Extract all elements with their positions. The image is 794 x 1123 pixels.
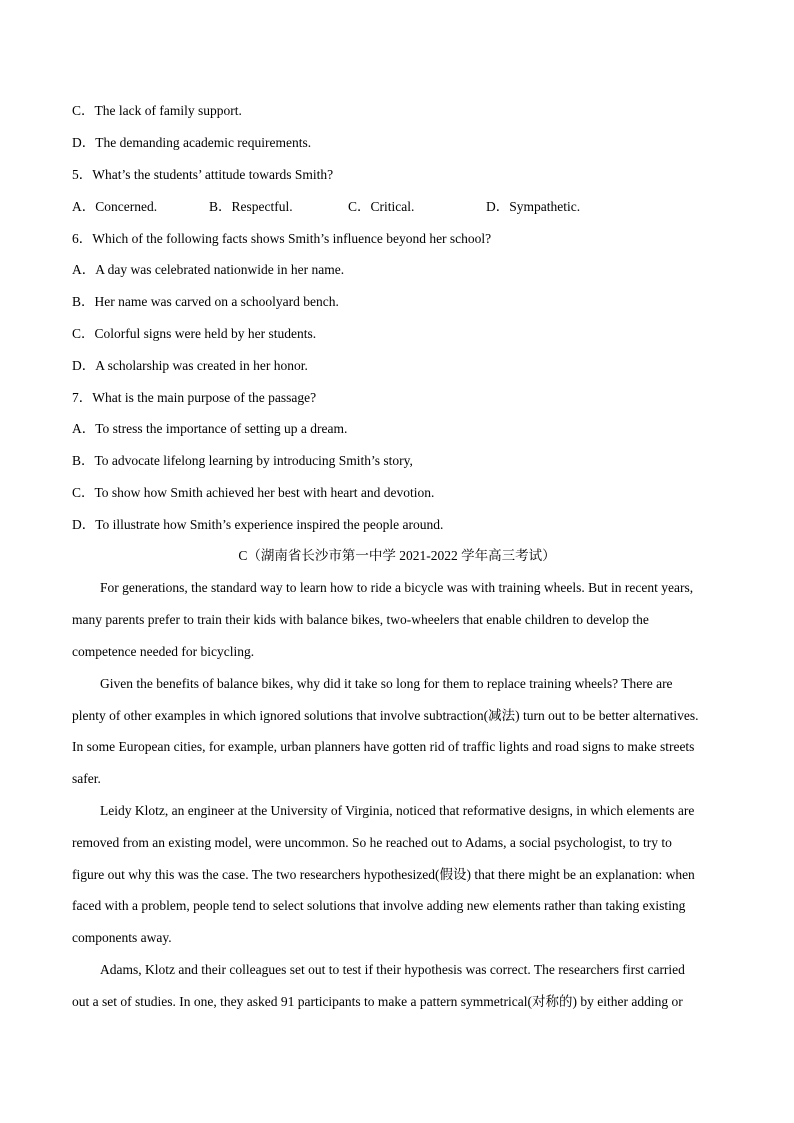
- q6-option-d: D．A scholarship was created in her honor.: [72, 358, 308, 373]
- paragraph-line: Leidy Klotz, an engineer at the University of Virginia, noticed that reformative designs, in which elements are: [100, 803, 695, 818]
- paragraph-line: safer.: [72, 771, 101, 786]
- q6-option-b: B．Her name was carved on a schoolyard bench.: [72, 294, 339, 309]
- q5-stem: 5．What’s the students’ attitude towards Smith?: [72, 167, 334, 182]
- q5-option-d: D．Sympathetic.: [486, 199, 581, 214]
- paragraph-line: Given the benefits of balance bikes, why did it take so long for them to replace training wheels? There are: [100, 676, 673, 691]
- q7-option-d: D．To illustrate how Smith’s experience inspired the people around.: [72, 517, 444, 532]
- q7-option-b: B．To advocate lifelong learning by introducing Smith’s story,: [72, 453, 413, 468]
- paragraph-line: plenty of other examples in which ignored solutions that involve subtraction(减法) turn out to be better alternatives.: [72, 708, 699, 723]
- q5-option-c: C．Critical.: [348, 199, 415, 214]
- paragraph-line: removed from an existing model, were uncommon. So he reached out to Adams, a social psychologist, to try to: [72, 835, 672, 850]
- q5-option-a: A．Concerned.: [72, 199, 158, 214]
- paragraph-line: out a set of studies. In one, they asked 91 participants to make a pattern symmetrical(对称的) by either adding or: [72, 994, 683, 1009]
- paragraph-line: many parents prefer to train their kids with balance bikes, two-wheelers that enable children to develop the: [72, 612, 649, 627]
- paragraph-line: Adams, Klotz and their colleagues set out to test if their hypothesis was correct. The researchers first carried: [100, 962, 685, 977]
- q6-stem: 6．Which of the following facts shows Smith’s influence beyond her school?: [72, 231, 492, 246]
- q7-option-a: A．To stress the importance of setting up a dream.: [72, 421, 348, 436]
- q7-stem: 7．What is the main purpose of the passage?: [72, 390, 317, 405]
- q5-option-b: B．Respectful.: [209, 199, 293, 214]
- paragraph-line: components away.: [72, 930, 172, 945]
- paragraph-line: In some European cities, for example, urban planners have gotten rid of traffic lights and road signs to make streets: [72, 739, 695, 754]
- q6-option-c: C．Colorful signs were held by her students.: [72, 326, 317, 341]
- paragraph-line: competence needed for bicycling.: [72, 644, 255, 659]
- section-c-title: C（湖南省长沙市第一中学 2021-2022 学年高三考试）: [238, 548, 556, 563]
- paragraph-line: faced with a problem, people tend to select solutions that involve adding new elements rather than taking existing: [72, 898, 686, 913]
- q4-option-c: C．The lack of family support.: [72, 103, 242, 118]
- q4-option-d: D．The demanding academic requirements.: [72, 135, 312, 150]
- q6-option-a: A．A day was celebrated nationwide in her name.: [72, 262, 345, 277]
- paragraph-line: For generations, the standard way to learn how to ride a bicycle was with training wheels. But in recent years,: [100, 580, 694, 595]
- paragraph-line: figure out why this was the case. The two researchers hypothesized(假设) that there might be an explanation: when: [72, 867, 695, 882]
- q7-option-c: C．To show how Smith achieved her best with heart and devotion.: [72, 485, 435, 500]
